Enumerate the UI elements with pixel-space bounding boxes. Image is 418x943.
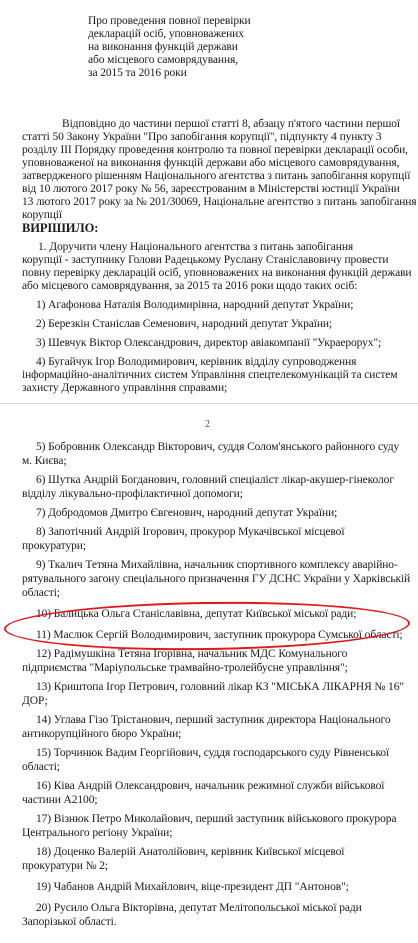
list-item: частини А2100;	[22, 794, 98, 806]
list-item: прокуратури;	[22, 540, 86, 552]
list-item: 19) Чабанов Андрій Михайлович, віце-президент ДП "Антонов";	[36, 881, 349, 893]
intro-line: статті 50 Закону України "Про запобігання корупції", підпункту 4 пункту 3	[22, 131, 382, 143]
list-item: Центрального регіону України;	[22, 827, 173, 839]
list-item: 3) Шевчук Віктор Олександрович, директор авіакомпанії "Украерорух";	[36, 337, 382, 349]
list-item: 5) Бобровник Олександр Вікторович, суддя Солом'янського районного суду	[36, 441, 400, 453]
intro-line: затвердженого рішенням Національного агентства з питань запобігання корупції	[22, 170, 411, 182]
list-item: 2) Березкін Станіслав Семенович, народний депутат України;	[36, 318, 333, 330]
title-line: декларацій осіб, уповноважених	[88, 28, 244, 40]
list-item: 13) Криштопа Ігор Петрович, головний лікар КЗ "МІСЬКА ЛІКАРНЯ № 16"	[36, 681, 404, 693]
list-item: 4) Бугайчук Ігор Володимирович, керівник відділу супроводження	[36, 356, 357, 368]
list-item: 18) Доценко Валерій Анатолійович, керівник Київської місцевої	[36, 846, 345, 858]
intro-line: корупції	[22, 209, 63, 221]
list-item: 15) Торчинюк Вадим Георгійович, суддя господарського суду Рівненської	[36, 747, 390, 759]
list-item: інформаційно-аналітичних систем Управління спецтелекомунікацій та систем	[22, 369, 398, 381]
intro-line: 13 лютого 2017 року за № 201/30069, Національне агентство з питань запобігання	[22, 196, 417, 208]
list-item: прокуратури № 2;	[22, 860, 108, 872]
list-item: антикорупційного бюро України;	[22, 728, 182, 740]
list-item: 20) Русило Ольга Вікторівна, депутат Мелітопольської міської ради	[36, 902, 362, 914]
list-item: рятувального загону спеціального призначення ГУ ДСНС України у Харківській	[22, 573, 411, 585]
point-line: 1. Доручити члену Національного агентства з питань запобігання	[38, 241, 354, 253]
resolved-heading: ВИРІШИЛО:	[22, 221, 99, 235]
list-item: 16) Ківа Андрій Олександрович, начальник режимної служби військової	[36, 780, 385, 792]
list-item-highlighted: 10) Балицька Ольга Станіславівна, депутат Київської міської ради;	[36, 608, 357, 620]
title-line: за 2015 та 2016 роки	[88, 67, 187, 79]
list-item: Запорізької області.	[22, 916, 117, 928]
page-number: 2	[205, 419, 210, 430]
page-break	[0, 403, 418, 404]
list-item: 14) Углава Гізо Трістанович, перший заступник директора Національного	[36, 714, 391, 726]
list-item: 9) Ткалич Тетяна Михайлівна, начальник спортивного комплексу аварійно-	[36, 559, 398, 571]
list-item: м. Києва;	[22, 455, 67, 467]
list-item: 11) Маслюк Сергій Володимирович, заступник прокурора Сумської області;	[36, 629, 403, 641]
list-item: ДОР;	[22, 695, 48, 707]
point-line: корупції - заступнику Голови Радецькому Руслану Станіславовичу провести	[22, 254, 389, 266]
intro-line: Відповідно до частини першої статті 8, абзацу п'ятого частини першої	[62, 118, 401, 130]
title-line: Про проведення повної перевірки	[88, 15, 251, 27]
list-item: області;	[22, 587, 60, 599]
title-line: або місцевого самоврядування,	[88, 54, 238, 66]
list-item: 8) Запотічний Андрій Ігорович, прокурор Мукачівської місцевої	[36, 526, 345, 538]
title-line: на виконання функцій держави	[88, 41, 238, 53]
list-item: захисту Державного управління справами;	[22, 382, 228, 394]
list-item: підприємства "Маріупольське трамвайно-тролейбусне управління";	[22, 662, 348, 674]
list-item: 6) Шутка Андрій Богданович, головний спеціаліст лікар-акушер-гінеколог	[36, 474, 394, 486]
intro-line: розділу III Порядку проведення контролю та повної перевірки декларації особи,	[22, 144, 408, 156]
intro-line: від 10 лютого 2017 року № 56, зареєстрованим в Міністерстві юстиції України	[22, 183, 400, 195]
list-item: відділу лікувально-профілактичної допомоги;	[22, 488, 243, 500]
list-item: 7) Добродомов Дмитро Євгенович, народний депутат України;	[36, 507, 338, 519]
point-line: або місцевого самоврядування, за 2015 та 2016 роки щодо таких осіб:	[22, 280, 358, 292]
list-item: 1) Агафонова Наталія Володимирівна, народний депутат України;	[36, 299, 354, 311]
list-item: області;	[22, 761, 60, 773]
intro-line: уповноваженої на виконання функцій держави або місцевого самоврядування,	[22, 157, 400, 169]
list-item: 12) Радімушкіна Тетяна Ігорівна, начальник МДС Комунального	[36, 648, 348, 660]
list-item: 17) Візнюк Петро Миколайович, перший заступник військового прокурора	[36, 813, 397, 825]
point-line: повну перевірку декларацій осіб, уповноважених на виконання функцій держави	[22, 267, 412, 279]
